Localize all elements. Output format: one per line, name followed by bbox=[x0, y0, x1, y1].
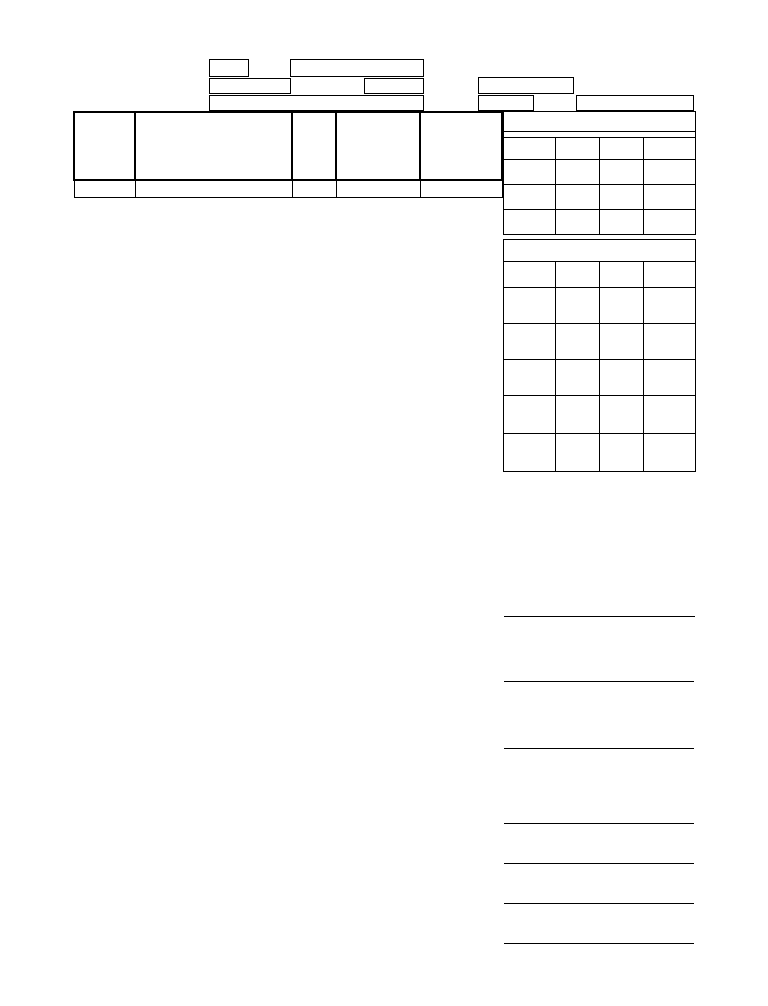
progress-table bbox=[503, 239, 696, 472]
progress-header-male bbox=[556, 262, 600, 288]
summary-total bbox=[644, 185, 696, 210]
summary-table bbox=[503, 111, 696, 235]
progress-female bbox=[600, 434, 644, 472]
form-title bbox=[80, 16, 688, 46]
progress-header-desc bbox=[504, 262, 556, 288]
school-name-value bbox=[209, 95, 424, 111]
progress-male bbox=[556, 288, 600, 324]
summary-title bbox=[504, 112, 696, 132]
progress-row bbox=[504, 324, 696, 360]
page-break-gap bbox=[70, 486, 504, 522]
division-value bbox=[290, 59, 424, 77]
progress-header-female bbox=[600, 262, 644, 288]
progress-female bbox=[600, 360, 644, 396]
average-header bbox=[292, 112, 336, 180]
summary-total bbox=[644, 210, 696, 235]
scc-member-name bbox=[504, 863, 694, 864]
progress-header-total bbox=[644, 262, 696, 288]
summary-status bbox=[504, 160, 556, 185]
summary-header-status bbox=[504, 138, 556, 160]
school-id-value bbox=[209, 78, 291, 94]
summary-row bbox=[504, 185, 696, 210]
dnm-header bbox=[420, 112, 502, 180]
progress-male bbox=[556, 324, 600, 360]
name-header bbox=[135, 112, 292, 180]
scc-member-name bbox=[504, 823, 694, 824]
scc-member-name bbox=[504, 903, 694, 904]
learners-table-top bbox=[73, 111, 503, 198]
grade-level-value bbox=[478, 95, 534, 111]
progress-row bbox=[504, 434, 696, 472]
summary-header-male bbox=[556, 138, 600, 160]
progress-total bbox=[644, 434, 696, 472]
school-year-value bbox=[364, 78, 424, 94]
progress-male bbox=[556, 434, 600, 472]
progress-male bbox=[556, 396, 600, 434]
progress-female bbox=[600, 396, 644, 434]
summary-total bbox=[644, 160, 696, 185]
action-header bbox=[336, 112, 420, 180]
progress-row bbox=[504, 396, 696, 434]
school-head-name bbox=[504, 748, 694, 749]
progress-female bbox=[600, 324, 644, 360]
summary-female bbox=[600, 210, 644, 235]
summary-status bbox=[504, 210, 556, 235]
progress-desc bbox=[504, 396, 556, 434]
progress-total bbox=[644, 360, 696, 396]
table-header-row bbox=[74, 112, 502, 180]
progress-total bbox=[644, 396, 696, 434]
progress-title bbox=[504, 240, 696, 262]
male-label bbox=[74, 180, 135, 197]
progress-desc bbox=[504, 360, 556, 396]
scc-member-name bbox=[504, 943, 694, 944]
progress-row bbox=[504, 288, 696, 324]
summary-header-female bbox=[600, 138, 644, 160]
curriculum-value bbox=[478, 77, 574, 94]
progress-desc bbox=[504, 288, 556, 324]
progress-desc bbox=[504, 324, 556, 360]
section-value bbox=[576, 95, 694, 111]
section-label bbox=[535, 95, 575, 111]
progress-total bbox=[644, 324, 696, 360]
summary-row bbox=[504, 160, 696, 185]
progress-total bbox=[644, 288, 696, 324]
progress-male bbox=[556, 360, 600, 396]
summary-male bbox=[556, 160, 600, 185]
instructions-divider bbox=[504, 616, 695, 617]
adviser-name bbox=[504, 681, 694, 682]
summary-status bbox=[504, 185, 556, 210]
region-value bbox=[209, 59, 249, 77]
summary-male bbox=[556, 210, 600, 235]
progress-female bbox=[600, 288, 644, 324]
summary-female bbox=[600, 185, 644, 210]
progress-desc bbox=[504, 434, 556, 472]
male-section-row bbox=[74, 180, 502, 197]
summary-male bbox=[556, 185, 600, 210]
summary-header-total bbox=[644, 138, 696, 160]
lrn-header bbox=[74, 112, 135, 180]
summary-row bbox=[504, 210, 696, 235]
progress-row bbox=[504, 360, 696, 396]
summary-female bbox=[600, 160, 644, 185]
